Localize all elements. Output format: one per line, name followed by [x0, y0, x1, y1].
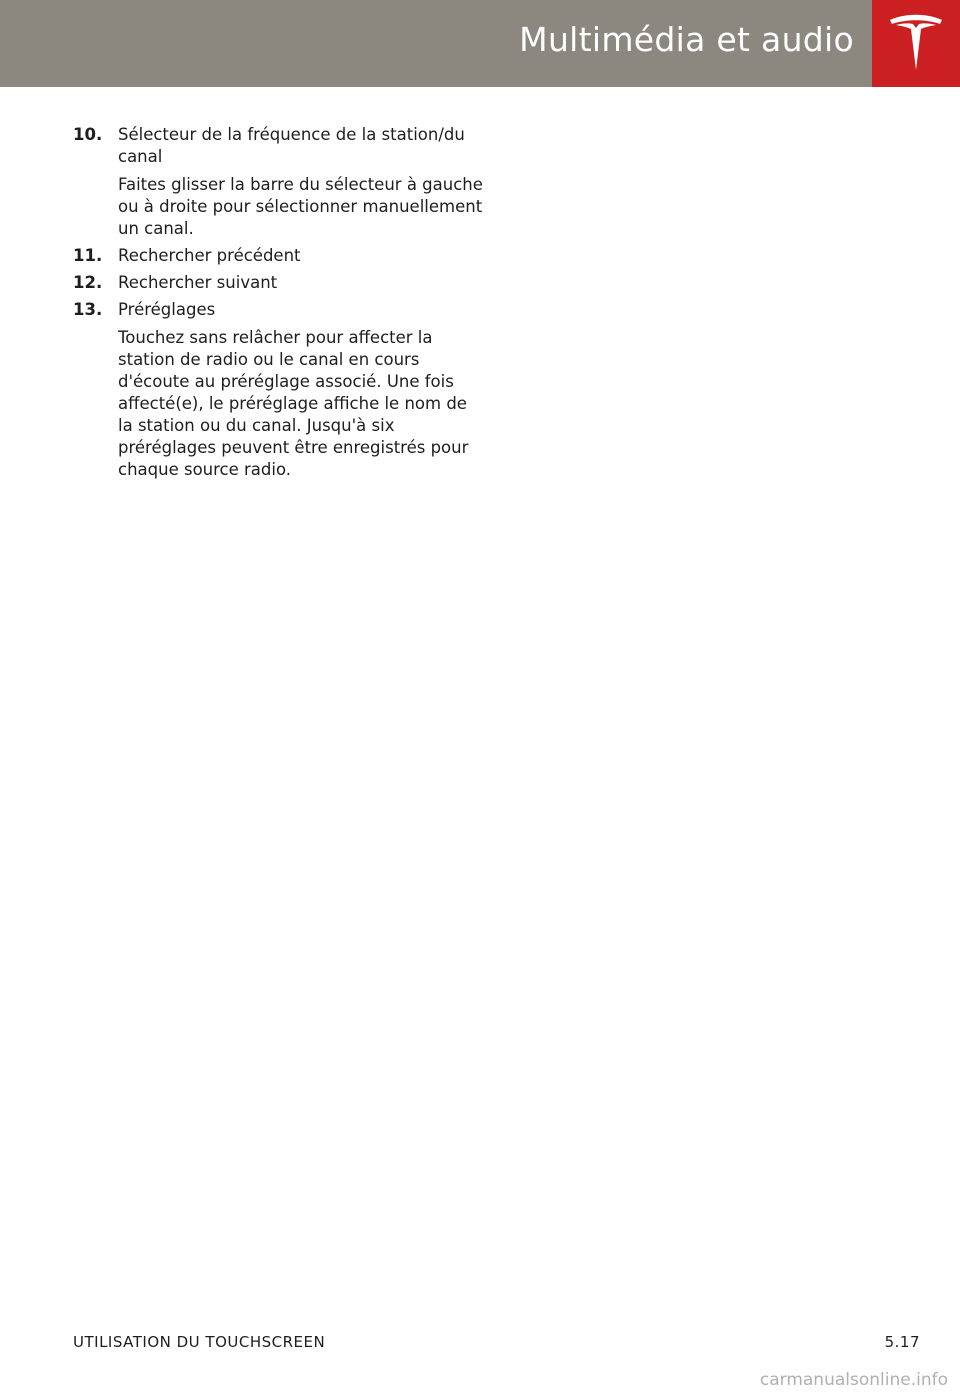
- item-label: Sélecteur de la fréquence de la station/du canal: [118, 125, 465, 166]
- page-title: Multimédia et audio: [519, 20, 854, 59]
- list-item: [73, 245, 485, 267]
- list-item: [73, 124, 485, 240]
- item-number: 10.: [73, 125, 103, 144]
- footer-page-number: 5.17: [884, 1333, 920, 1351]
- item-label: Rechercher suivant: [118, 273, 278, 292]
- page-header: [0, 0, 872, 87]
- item-label: Rechercher précédent: [118, 246, 301, 265]
- item-number: 11.: [73, 246, 103, 265]
- item-description: Touchez sans relâcher pour affecter la station de radio ou le canal en cours d'écoute au préréglage associé. Une fois affecté(e), le préréglage affiche le nom de la station ou du canal. Jusqu'à six préréglages peuvent être enregistrés pour chaque source radio.: [118, 328, 469, 479]
- brand-logo-box: [872, 0, 960, 87]
- numbered-list: [73, 124, 485, 486]
- item-number: 13.: [73, 300, 103, 319]
- item-label: Préréglages: [118, 300, 216, 319]
- item-number: 12.: [73, 273, 103, 292]
- item-description: Faites glisser la barre du sélecteur à gauche ou à droite pour sélectionner manuellement un canal.: [118, 175, 483, 238]
- footer-section-title: UTILISATION DU TOUCHSCREEN: [73, 1333, 326, 1351]
- watermark-text: carmanualsonline.info: [759, 1370, 948, 1390]
- list-item: [73, 299, 485, 481]
- tesla-logo-icon: [887, 12, 945, 74]
- list-item: [73, 272, 485, 294]
